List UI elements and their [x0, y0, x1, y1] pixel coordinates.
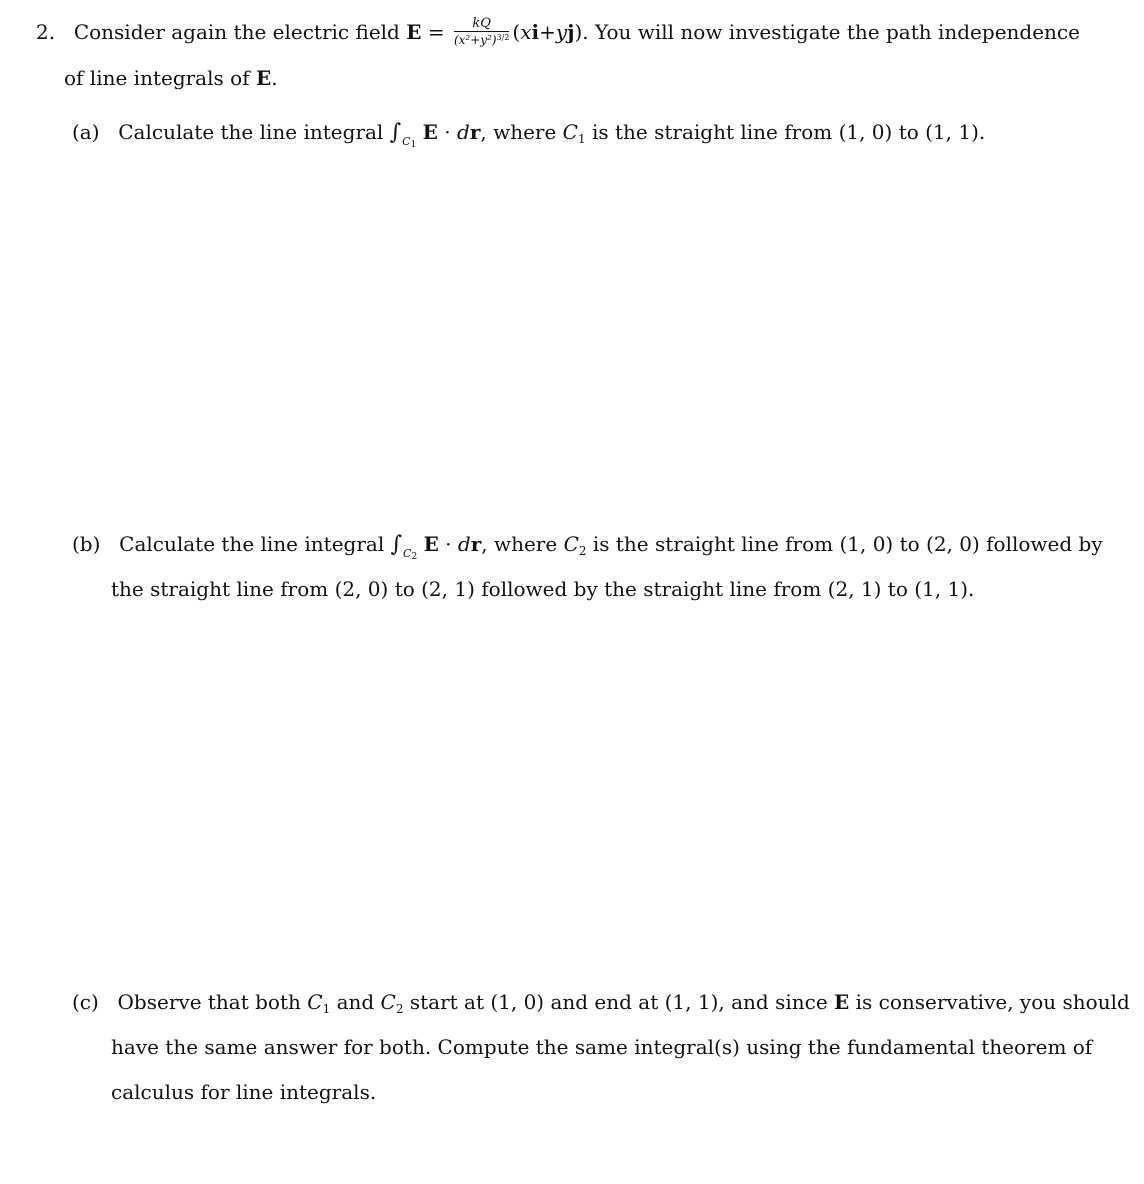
part-c-text-end: is conservative, you should [855, 990, 1130, 1014]
part-b-text-mid: , where [481, 532, 558, 556]
vector-expression: (xi+yj) [512, 20, 583, 44]
part-b-text-end: is the straight line from (1, 0) to (2, 0) followed by [592, 532, 1103, 556]
part-b-text-start: Calculate the line integral [119, 532, 385, 556]
line-2-field-symbol: E [255, 66, 272, 90]
part-a-curve: $C_1$ [562, 120, 586, 146]
part-b-curve: $C_2$ [563, 532, 587, 558]
equals-sign: = [427, 20, 445, 44]
part-c-field: E [834, 990, 850, 1014]
problem-intro-end: . You will now investigate the path independence [582, 20, 1080, 44]
field-symbol: E [406, 20, 422, 44]
problem-intro: Consider again the electric field [73, 20, 400, 44]
part-c-line-3-text: calculus for line integrals. [111, 1080, 377, 1104]
field-fraction [454, 17, 509, 46]
part-b-field: E [423, 532, 439, 556]
part-a-text-mid: , where [480, 120, 557, 144]
part-a-text-start: Calculate the line integral [118, 120, 384, 144]
part-c-text-mid: start at (1, 0) and end at (1, 1), and since [409, 990, 828, 1014]
part-b-dr: dr [457, 532, 482, 556]
problem-line-2-text: of line integrals of [64, 66, 250, 90]
problem-line-1 [36, 16, 1080, 48]
part-a-text-end: is the straight line from (1, 0) to (1, 1). [591, 120, 986, 144]
part-c-line-3 [111, 1079, 376, 1105]
part-a-dot: · [444, 120, 451, 144]
part-a-dr: dr [457, 120, 481, 144]
part-b-line-2 [111, 576, 974, 602]
fraction-numerator: kQ [454, 17, 509, 32]
part-a-integral: $\int_{C1}$ [389, 120, 417, 150]
part-b-line-2-text: the straight line from (2, 0) to (2, 1) followed by the straight line from (2, 1) to (1, 1). [111, 577, 975, 601]
part-c-c2: $C_2$ [380, 990, 404, 1016]
problem-number: 2. [36, 20, 56, 44]
part-c-text-start: Observe that both [117, 990, 301, 1014]
part-c-line-2 [111, 1034, 1092, 1060]
part-c-and: and [336, 990, 375, 1014]
part-c-line-2-text: have the same answer for both. Compute the same integral(s) using the fundamental theorem of [111, 1035, 1093, 1059]
part-c-label: (c) [72, 990, 99, 1014]
part-a-label: (a) [72, 120, 100, 144]
fraction-exponent: 3/2 [496, 33, 510, 42]
part-c-line-1 [72, 989, 1130, 1022]
part-c-c1: $C_1$ [307, 990, 331, 1016]
part-b-line-1 [72, 531, 1103, 570]
problem-line-2 [64, 65, 278, 91]
part-a-field: E [422, 120, 438, 144]
part-b-integral: $\int_{C2}$ [390, 532, 418, 562]
line-2-period: . [271, 66, 278, 90]
fraction-denominator: $(x^2+y^2)^{3/2}$ [453, 33, 510, 47]
part-b-label: (b) [72, 532, 101, 556]
part-b-dot: · [445, 532, 452, 556]
part-a [72, 119, 985, 158]
